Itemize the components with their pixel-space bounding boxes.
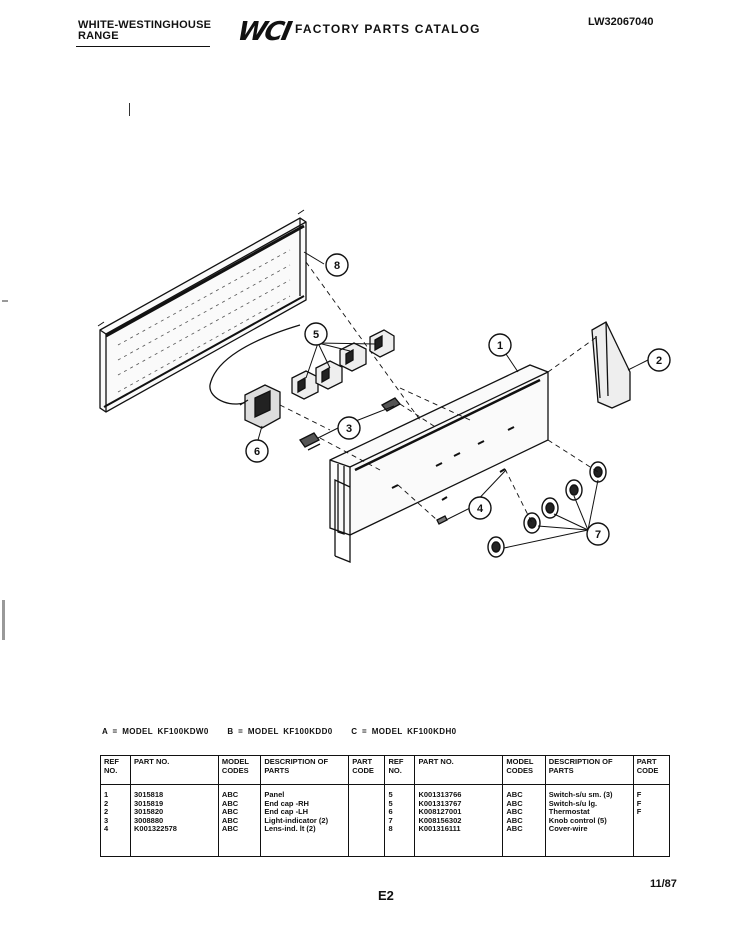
col-ref-no: REF NO. (101, 756, 131, 785)
callout-3-label: 3 (345, 423, 353, 435)
callout-2 (648, 349, 670, 371)
part-number: K008156302 (418, 815, 462, 825)
ref-value: 8 (388, 824, 393, 834)
part-description: Switch-s/u sm. (3) (548, 790, 613, 799)
col-model-codes: MODEL CODES (218, 756, 260, 785)
model-code: ABC (221, 790, 239, 799)
wci-logo: WCI (234, 17, 293, 47)
col-description-2: DESCRIPTION OF PARTS (545, 756, 633, 785)
part-cell-right (415, 785, 503, 857)
table-row (101, 785, 670, 857)
part-number: K001322578 (134, 824, 177, 834)
brand-line-1: WHITE-WESTINGHOUSE (78, 19, 212, 31)
callout-2-label: 2 (655, 355, 663, 367)
end-cap-drawing (592, 322, 630, 408)
model-code: ABC (221, 807, 239, 817)
callout-3 (338, 417, 360, 439)
part-number: 3015819 (134, 798, 164, 808)
page-number: E2 (378, 888, 394, 903)
part-description: End cap -RH (264, 798, 309, 808)
part-code: F (636, 790, 642, 799)
ref-value: 5 (388, 790, 393, 799)
parts-table (100, 755, 670, 857)
model-code: ABC (506, 815, 523, 825)
model-code: ABC (221, 798, 239, 808)
partcode-cell-right (633, 785, 669, 857)
col-description: DESCRIPTION OF PARTS (261, 756, 349, 785)
thermostat-drawing (240, 385, 280, 428)
model-b: B = MODEL KF100KDD0 (227, 727, 333, 736)
callout-5 (305, 323, 327, 345)
ref-cell-left (101, 785, 131, 857)
model-a: A = MODEL KF100KDW0 (102, 727, 209, 736)
knobs-drawing (488, 462, 606, 557)
model-code: ABC (506, 790, 523, 799)
part-number: K001313766 (418, 790, 462, 799)
revision-date: 11/87 (650, 878, 677, 890)
ref-cell-right (385, 785, 415, 857)
part-description: End cap -LH (264, 807, 309, 817)
part-code: F (636, 798, 642, 808)
part-description: Lens-ind. lt (2) (264, 824, 316, 834)
part-number: 3008880 (134, 815, 164, 825)
ref-value: 1 (104, 790, 109, 799)
partcode-cell-left (349, 785, 385, 857)
part-code: F (636, 807, 642, 817)
callout-5-label: 5 (312, 329, 320, 341)
model-code: ABC (506, 824, 523, 834)
ref-value: 3 (104, 815, 109, 825)
callout-6 (246, 440, 268, 462)
callout-8 (326, 254, 348, 276)
callout-4-label: 4 (476, 503, 484, 515)
table-header-row (101, 756, 670, 785)
callout-7-label: 7 (594, 529, 602, 541)
codes-cell-left (218, 785, 260, 857)
catalog-title: FACTORY PARTS CATALOG (295, 22, 481, 36)
model-code: ABC (506, 798, 523, 808)
document-number: LW32067040 (588, 16, 654, 28)
callout-8-label: 8 (333, 260, 341, 272)
part-number: K001316111 (418, 824, 461, 834)
col-ref-no-2: REF NO. (385, 756, 415, 785)
control-panel-drawing (330, 365, 548, 562)
ref-value: 7 (388, 815, 393, 825)
model-c: C = MODEL KF100KDH0 (351, 727, 457, 736)
callout-7 (587, 523, 609, 545)
model-code: ABC (506, 807, 523, 817)
ref-value: 2 (104, 807, 109, 817)
back-panel-drawing (98, 210, 306, 412)
ref-value: 6 (388, 807, 393, 817)
callout-1 (489, 334, 511, 356)
part-description: Switch-s/u lg. (548, 798, 598, 808)
part-number: K001313767 (418, 798, 462, 808)
desc-cell-left (261, 785, 349, 857)
ref-value: 2 (104, 798, 109, 808)
part-cell-left (131, 785, 219, 857)
col-part-no: PART NO. (131, 756, 219, 785)
callout-6-label: 6 (253, 446, 261, 458)
part-description: Cover-wire (548, 824, 588, 834)
part-number: K008127001 (418, 807, 462, 817)
model-code: ABC (221, 815, 239, 825)
codes-cell-right (503, 785, 545, 857)
part-description: Light-indicator (2) (264, 815, 329, 825)
ref-value: 5 (388, 798, 393, 808)
part-number: 3015818 (134, 790, 164, 799)
model-code: ABC (221, 824, 239, 834)
model-legend (102, 727, 471, 736)
brand-line-2: RANGE (78, 30, 119, 42)
col-part-code: PART CODE (349, 756, 385, 785)
part-description: Knob control (5) (548, 815, 607, 825)
part-description: Panel (264, 790, 285, 799)
leader-lines (258, 252, 648, 548)
callout-1-label: 1 (496, 340, 504, 352)
col-part-code-2: PART CODE (633, 756, 669, 785)
part-description: Thermostat (548, 807, 590, 817)
desc-cell-right (545, 785, 633, 857)
col-model-codes-2: MODEL CODES (503, 756, 545, 785)
ref-value: 4 (104, 824, 109, 834)
callout-4 (469, 497, 491, 519)
col-part-no-2: PART NO. (415, 756, 503, 785)
lens-drawing (437, 516, 447, 524)
part-number: 3015820 (134, 807, 164, 817)
